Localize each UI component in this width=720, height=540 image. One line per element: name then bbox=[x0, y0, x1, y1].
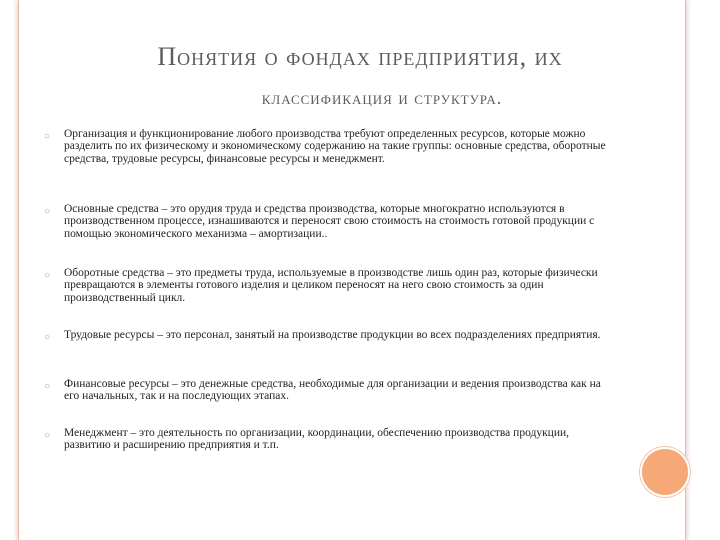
bullet-item-labor bbox=[44, 329, 616, 341]
bullet-item-management bbox=[44, 427, 616, 452]
bullet-item-fixed-assets bbox=[44, 203, 616, 240]
bullet-marker-icon: ○ bbox=[44, 270, 51, 281]
bullet-item-finance bbox=[44, 378, 616, 403]
title-line-2: классификация и структура. bbox=[261, 88, 503, 108]
title-line-1: Понятия о фондах предприятия, их bbox=[157, 42, 563, 71]
bullet-text: Трудовые ресурсы – это персонал, занятый на производстве продукции во всех подразделениях предприятия. bbox=[64, 329, 601, 341]
bullet-item-working-capital bbox=[44, 267, 616, 304]
bullet-marker-icon: ○ bbox=[44, 332, 51, 343]
bullet-text: Основные средства – это орудия труда и средства производства, которые многократно используются в производственном процессе, изнашиваются и переносят свою стоимость на стоимость готовой продукции с помощью экономического механизма – амортизации.. bbox=[64, 203, 595, 240]
bullet-text: Оборотные средства – это предметы труда, используемые в производстве лишь один раз, которые физически превращаются в элементы готового изделия и целиком переносят на него свою стоимость за один производственный цикл. bbox=[64, 267, 598, 304]
bullet-item-resources bbox=[44, 128, 616, 165]
slide-title bbox=[0, 40, 720, 110]
bullet-text: Организация и функционирование любого производства требуют определенных ресурсов, которые можно разделить по их физическому и экономическому содержанию на такие группы: основные средства, оборотные средства, трудовые ресурсы, финансовые ресурсы и менеджмент. bbox=[64, 128, 606, 165]
bullet-marker-icon: ○ bbox=[44, 381, 51, 392]
bullet-text: Финансовые ресурсы – это денежные средства, необходимые для организации и ведения производства как на его начальных, так и на последующих этапах. bbox=[64, 378, 601, 403]
bullet-text: Менеджмент – это деятельность по организации, координации, обеспечению производства продукции, развитию и расширению предприятия и т.п. bbox=[64, 427, 570, 452]
decorative-circle bbox=[640, 447, 690, 497]
bullet-marker-icon: ○ bbox=[44, 206, 51, 217]
bullet-marker-icon: ○ bbox=[44, 131, 51, 142]
bullet-marker-icon: ○ bbox=[44, 430, 51, 441]
